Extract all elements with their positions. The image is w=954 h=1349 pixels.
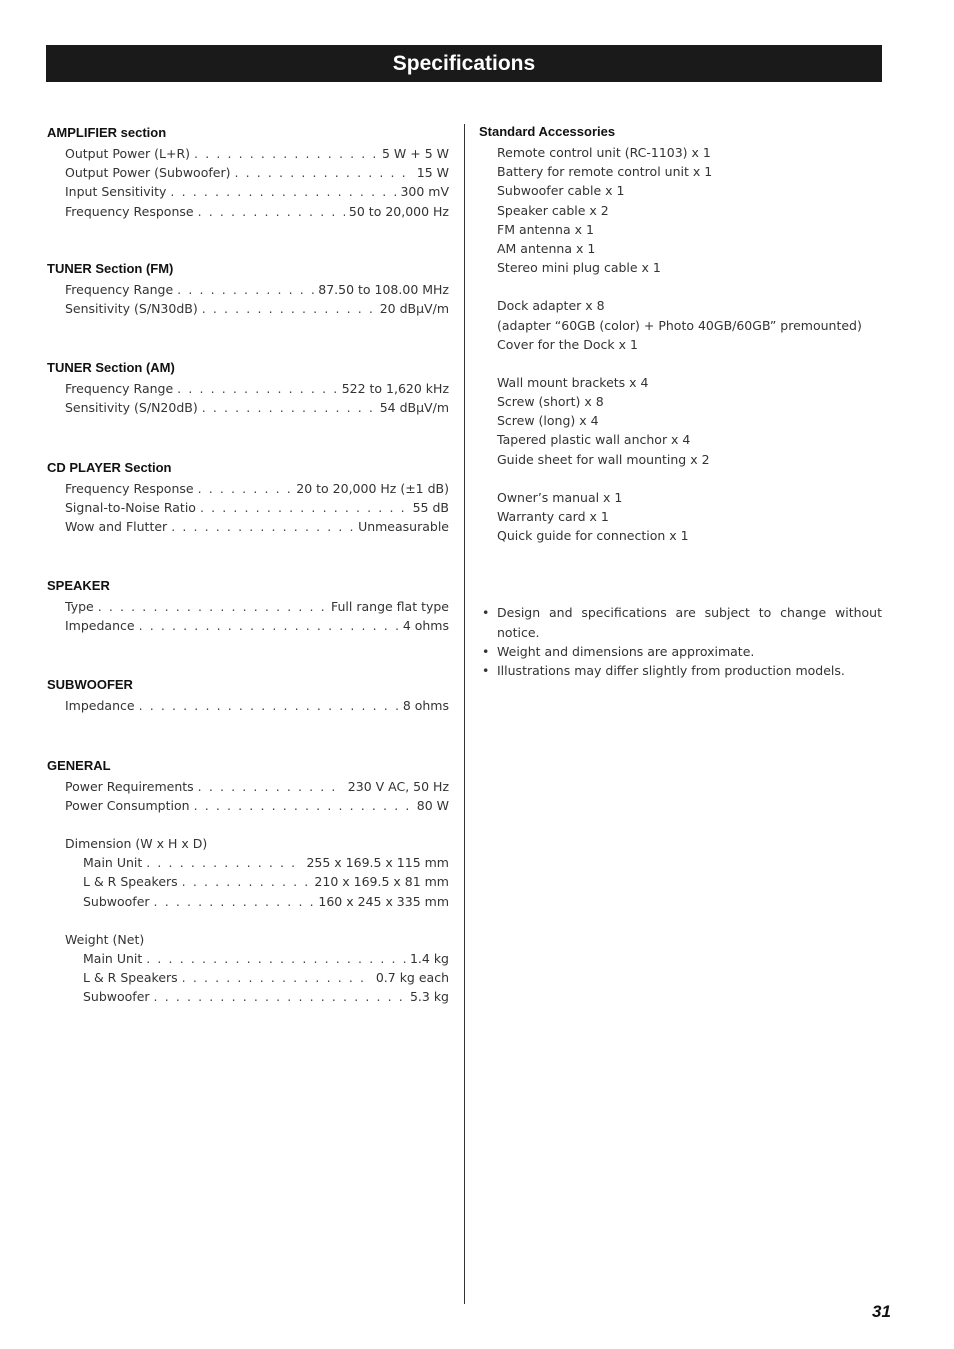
spec-label: Frequency Response [65,203,194,219]
list-item: Warranty card x 1 [497,509,609,524]
note-item [479,603,882,641]
section-title: SUBWOOFER [47,677,133,693]
spec-value: 50 to 20,000 Hz [348,203,449,219]
spec-row [47,163,449,182]
spec-value: 210 x 169.5 x 81 mm [314,874,449,890]
spec-row [47,498,449,517]
spec-value: 15 W [416,165,449,181]
tuner-fm-section [47,259,449,318]
specifications-column [47,123,449,1007]
spec-row [47,398,449,417]
spec-label: Frequency Response [65,480,194,496]
spec-row [47,280,449,299]
accessories-list [479,143,882,545]
dot-leader [171,517,354,536]
note-text: Design and specifications are subject to change without notice. [497,605,882,640]
spec-row [47,517,449,536]
dot-leader [139,696,399,715]
dot-leader [154,892,315,911]
spec-value: 1.4 kg [409,950,449,966]
list-item: Remote control unit (RC-1103) x 1 [497,145,711,160]
spec-label: Power Requirements [65,778,194,794]
spec-label: Subwoofer [83,893,150,909]
dot-leader [177,280,314,299]
spec-label: Subwoofer [83,989,150,1005]
dot-leader [194,796,413,815]
weight-label: Weight (Net) [65,931,145,947]
spec-row [47,379,449,398]
list-item: Speaker cable x 2 [497,202,609,218]
list-item: Screw (short) x 8 [497,394,604,410]
spec-label: Power Consumption [65,797,190,813]
spec-label: Output Power (L+R) [65,146,191,161]
dot-leader [146,949,406,968]
spec-value: 160 x 245 x 335 mm [318,893,449,909]
spec-label: Frequency Range [65,281,174,297]
spec-value: 54 dBµV/m [379,400,449,416]
spec-label: Main Unit [83,855,143,871]
spec-value: Full range flat type [331,599,449,615]
list-item: Owner’s manual x 1 [497,489,623,505]
list-item: Tapered plastic wall anchor x 4 [497,432,691,448]
spec-label: Wow and Flutter [65,518,168,534]
spec-row [47,202,449,221]
general-section [47,756,449,1007]
speaker-section [47,576,449,635]
note-item [479,661,882,680]
spec-value: 55 dB [412,499,449,515]
page-number: 31 [872,1302,891,1321]
spec-row [47,949,449,968]
spec-row [47,144,449,163]
dot-leader [202,299,376,318]
dot-leader [200,498,409,517]
dot-leader [146,853,302,872]
spec-value: 8 ohms [402,698,449,714]
dot-leader [234,163,412,182]
spec-row [47,968,449,987]
dot-leader [139,616,399,635]
spec-row [47,597,449,616]
section-title: TUNER Section (AM) [47,360,175,376]
spec-label: Sensitivity (S/N20dB) [65,400,198,416]
spec-row [47,696,449,715]
subwoofer-section [47,675,449,715]
list-item: AM antenna x 1 [497,240,596,256]
list-item: Battery for remote control unit x 1 [497,164,713,180]
bullet-icon: • [482,662,490,678]
section-title: TUNER Section (FM) [47,260,174,276]
note-text: Weight and dimensions are approximate. [497,643,755,659]
list-item: (adapter “60GB (color) + Photo 40GB/60GB” premounted) [497,317,862,333]
spec-value: 20 dBµV/m [379,300,449,316]
list-item: Dock adapter x 8 [497,298,605,314]
spec-label: Impedance [65,618,135,634]
spec-label: Input Sensitivity [65,184,167,200]
dot-leader [177,379,338,398]
spec-value: 255 x 169.5 x 115 mm [306,855,449,871]
spec-label: Type [65,599,94,615]
column-divider [464,124,465,1304]
dot-leader [170,182,396,201]
spec-label: L & R Speakers [83,970,178,986]
spec-row [47,796,449,815]
spec-row [47,892,449,911]
list-item: Screw (long) x 4 [497,413,599,429]
spec-value: 522 to 1,620 kHz [341,381,449,397]
list-item: Stereo mini plug cable x 1 [497,260,661,276]
spec-value: Unmeasurable [358,518,449,534]
spec-label: Main Unit [83,950,143,966]
dot-leader [198,202,345,221]
spec-value: 4 ohms [402,618,449,634]
spec-row [47,872,449,891]
spec-label: Sensitivity (S/N30dB) [65,300,198,316]
dot-leader [198,479,293,498]
spec-label: Impedance [65,698,135,714]
dot-leader [182,872,311,891]
section-title: CD PLAYER Section [47,459,172,475]
spec-value: 300 mV [400,184,449,200]
section-title: AMPLIFIER section [47,125,167,140]
spec-value: 0.7 kg each [375,970,449,986]
spec-row [47,616,449,635]
spec-value: 80 W [416,797,449,813]
dot-leader [98,597,327,616]
section-title: SPEAKER [47,578,110,594]
list-item: Subwoofer cable x 1 [497,183,625,199]
spec-value: 230 V AC, 50 Hz [347,778,449,794]
dot-leader [154,987,406,1006]
list-item: Quick guide for connection x 1 [497,528,689,544]
spec-row [47,299,449,318]
accessories-column [479,122,882,680]
bullet-icon: • [482,643,490,659]
bullet-icon: • [482,605,490,621]
spec-value: 20 to 20,000 Hz (±1 dB) [296,480,449,496]
notes-list [479,603,882,680]
spec-row [47,182,449,201]
note-text: Illustrations may differ slightly from production models. [497,662,845,678]
dot-leader [194,144,378,163]
section-title: Standard Accessories [479,124,616,139]
dot-leader [182,968,372,987]
spec-row [47,777,449,796]
spec-row [47,987,449,1006]
spec-value: 5 W + 5 W [382,146,449,161]
spec-row [47,479,449,498]
list-item: Wall mount brackets x 4 [497,374,649,390]
dot-leader [198,777,344,796]
spec-label: Signal-to-Noise Ratio [65,499,196,515]
spec-value: 87.50 to 108.00 MHz [318,281,449,297]
note-item [479,642,882,661]
dimension-label: Dimension (W x H x D) [65,836,208,851]
tuner-am-section [47,358,449,417]
spec-row [47,853,449,872]
spec-label: L & R Speakers [83,874,178,890]
list-item: FM antenna x 1 [497,221,594,237]
spec-label: Frequency Range [65,381,174,397]
cd-player-section [47,458,449,537]
spec-value: 5.3 kg [409,989,449,1005]
list-item: Guide sheet for wall mounting x 2 [497,451,710,467]
spec-label: Output Power (Subwoofer) [65,165,231,181]
amplifier-section [47,123,449,221]
dot-leader [202,398,376,417]
page-title: Specifications [46,45,882,82]
list-item: Cover for the Dock x 1 [497,336,638,352]
section-title: GENERAL [47,757,111,773]
